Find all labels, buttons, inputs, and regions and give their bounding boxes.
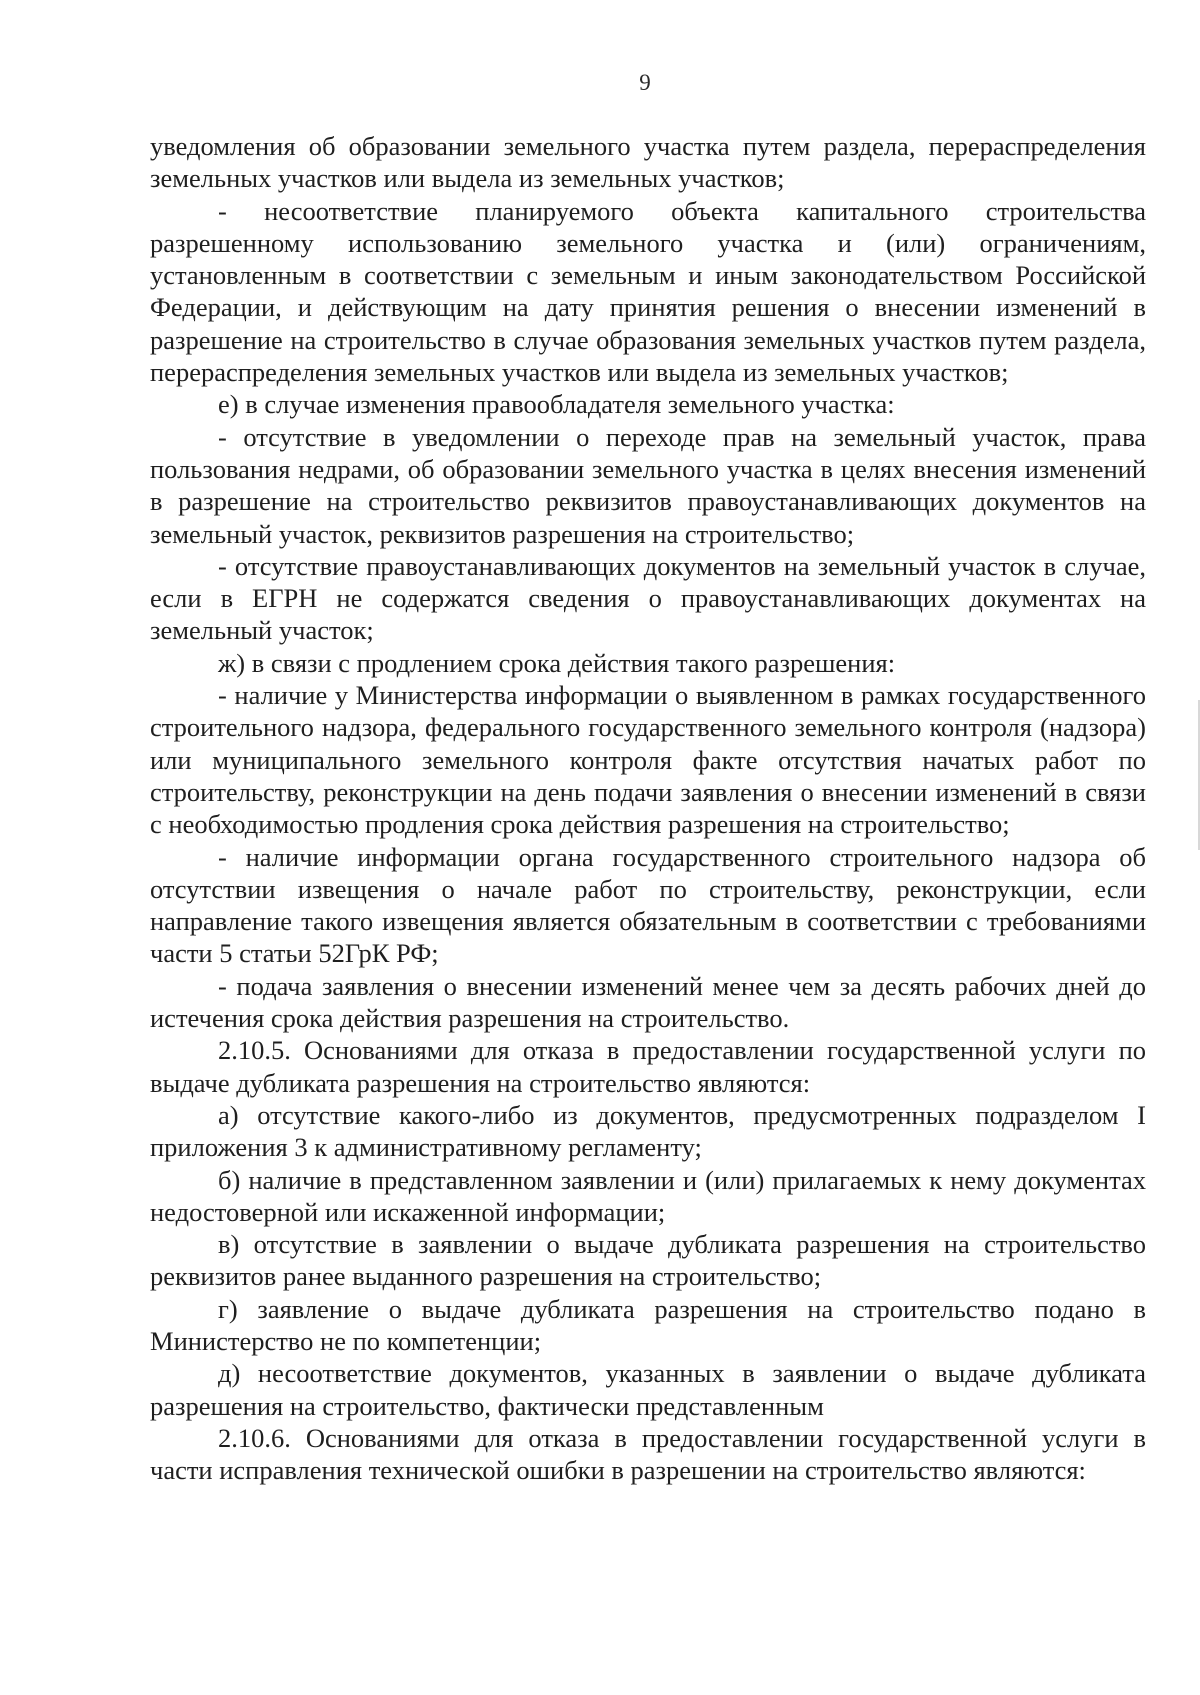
paragraph-11: а) отсутствие какого-либо из документов, предусмотренных подразделом I приложения 3 к административному регламенту; [150, 1099, 1146, 1163]
paragraph-10: 2.10.5. Основаниями для отказа в предоставлении государственной услуги по выдаче дубликата разрешения на строительство являются: [150, 1035, 1146, 1098]
paragraph-15: д) несоответствие документов, указанных в заявлении о выдаче дубликата разрешения на строительство, фактически представленным [150, 1358, 1146, 1421]
paragraph-9: - подача заявления о внесении изменений менее чем за десять рабочих дней до истечения срока действия разрешения на строительство. [150, 970, 1146, 1034]
paragraph-2: - несоответствие планируемого объекта капитального строительства разрешенному использованию земельного участка и (или) ограничениям, установленным в соответствии с земельным и иным законодательством Российской Федерации, и действующим на дату принятия решения о внесении изменений в разрешение на строительство в случае образования земельных участков путем раздела, перераспределения земельных участков или выдела из земельных участков; [150, 195, 1146, 388]
paragraph-12: б) наличие в представленном заявлении и (или) прилагаемых к нему документах недостоверной или искаженной информации; [150, 1164, 1146, 1227]
paragraph-5: - отсутствие правоустанавливающих документов на земельный участок в случае, если в ЕГРН не содержатся сведения о правоустанавливающих документах на земельный участок; [150, 550, 1146, 646]
document-body [150, 130, 1146, 1486]
paragraph-6: ж) в связи с продлением срока действия такого разрешения: [218, 647, 896, 678]
paragraph-8: - наличие информации органа государственного строительного надзора об отсутствии извещения о начале работ по строительству, реконструкции, если направление такого извещения является обязательным в соответствии с требованиями части 5 статьи 52ГрК РФ; [150, 841, 1146, 969]
paragraph-3: е) в случае изменения правообладателя земельного участка: [218, 389, 895, 420]
paragraph-7: - наличие у Министерства информации о выявленном в рамках государственного строительного надзора, федерального государственного земельного контроля (надзора) или муниципального земельного контроля факте отсутствия начатых работ по строительству, реконструкции на день подачи заявления о внесении изменений в связи с необходимостью продления срока действия разрешения на строительство; [150, 680, 1146, 840]
paragraph-13: в) отсутствие в заявлении о выдаче дубликата разрешения на строительство реквизитов ранее выданного разрешения на строительство; [150, 1229, 1146, 1292]
page-number: 9 [639, 70, 651, 95]
paragraph-4: - отсутствие в уведомлении о переходе прав на земельный участок, права пользования недрами, об образовании земельного участка в целях внесения изменений в разрешение на строительство реквизитов правоустанавливающих документов на земельный участок, реквизитов разрешения на строительство; [150, 421, 1146, 549]
paragraph-1: уведомления об образовании земельного участка путем раздела, перераспределения земельных участков или выдела из земельных участков; [150, 131, 1146, 194]
paragraph-14: г) заявление о выдаче дубликата разрешения на строительство подано в Министерство не по компетенции; [150, 1293, 1146, 1356]
paragraph-16: 2.10.6. Основаниями для отказа в предоставлении государственной услуги в части исправления технической ошибки в разрешении на строительство являются: [150, 1422, 1146, 1486]
